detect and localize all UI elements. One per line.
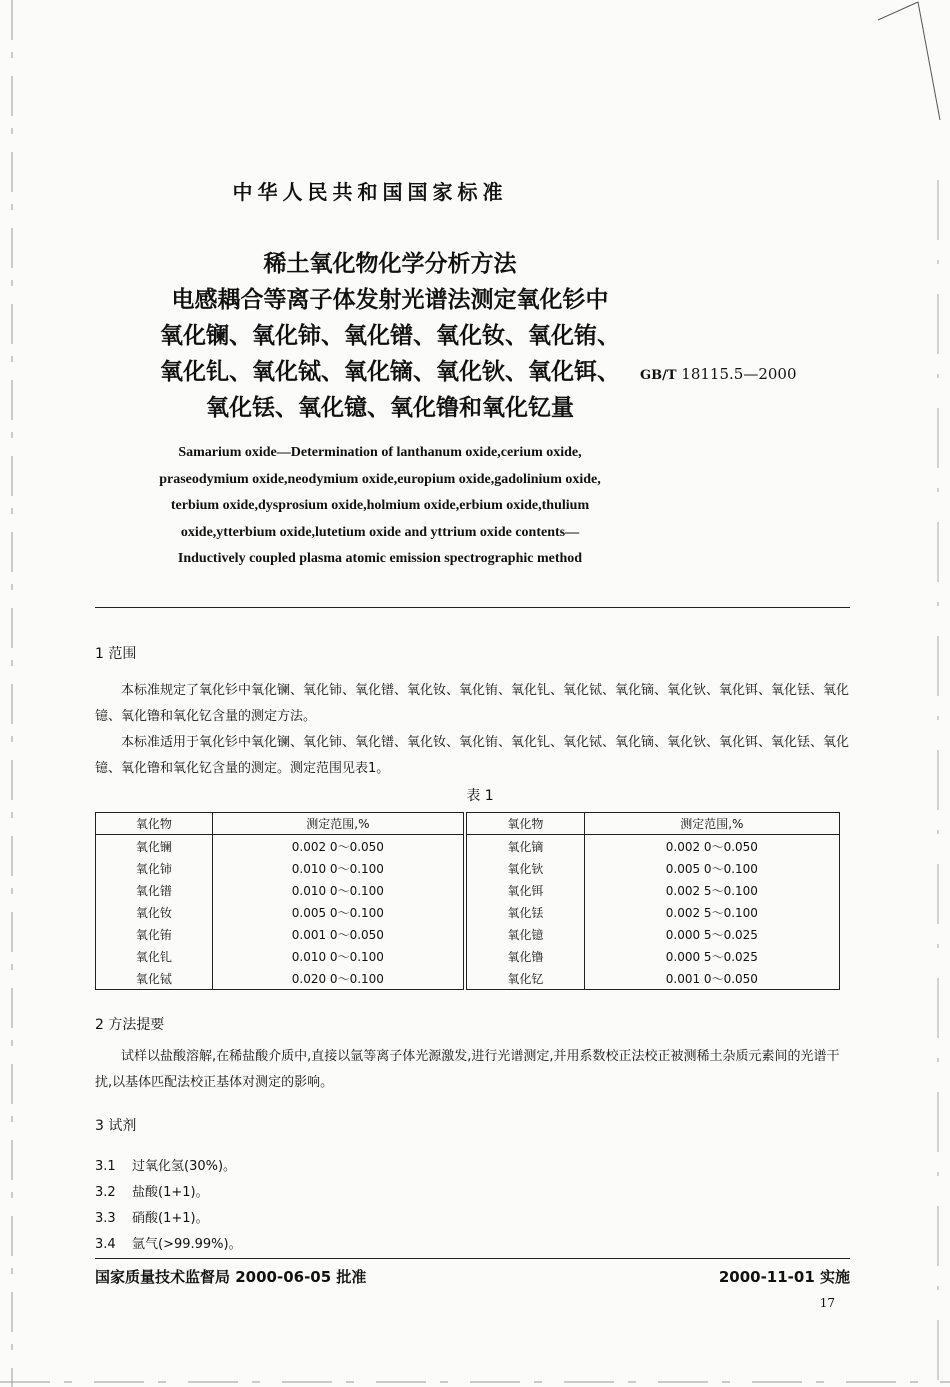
table-row <box>96 945 840 967</box>
table-row <box>96 879 840 901</box>
section-1-paragraph: 本标准适用于氧化钐中氧化镧、氧化铈、氧化镨、氧化钕、氧化铕、氧化钆、氧化铽、氧化镝、氧化钬、氧化铒、氧化铥、氧化镱、氧化镥和氧化钇含量的测定。测定范围见表1。 <box>95 735 850 776</box>
range-cell: 0.000 5～0.025 <box>584 923 839 945</box>
reagent-number: 3.1 <box>95 1159 116 1174</box>
en-title-line: Inductively coupled plasma atomic emission spectrographic method <box>177 551 583 566</box>
en-title-line: Samarium oxide—Determination of lanthanum oxide,cerium oxide, <box>178 445 582 460</box>
range-cell: 0.002 5～0.100 <box>584 879 839 901</box>
section-2-paragraph: 试样以盐酸溶解,在稀盐酸介质中,直接以氩等离子体光源激发,进行光谱测定,并用系数校正法校正被测稀土杂质元素间的光谱干扰,以基体匹配法校正基体对测定的影响。 <box>95 1049 840 1090</box>
footer-divider <box>95 1258 850 1259</box>
header-oxide: 氧化物 <box>465 813 584 835</box>
oxide-cell: 氧化镨 <box>96 879 213 901</box>
oxide-cell: 氧化钕 <box>96 901 213 923</box>
range-cell: 0.001 0～0.050 <box>212 923 465 945</box>
en-title-line: terbium oxide,dysprosium oxide,holmium oxide,erbium oxide,thulium <box>170 498 590 513</box>
section-1-heading: 1 范围 <box>95 646 137 662</box>
range-cell: 0.002 0～0.050 <box>212 835 465 858</box>
chinese-title <box>95 246 685 426</box>
oxide-cell: 氧化钆 <box>96 945 213 967</box>
cn-title-line: 电感耦合等离子体发射光谱法测定氧化钐中 <box>171 287 609 313</box>
section-3-heading: 3 试剂 <box>95 1118 137 1134</box>
reagent-number: 3.3 <box>95 1211 116 1226</box>
oxide-cell: 氧化铽 <box>96 967 213 990</box>
reagent-number: 3.4 <box>95 1237 116 1252</box>
range-cell: 0.010 0～0.100 <box>212 879 465 901</box>
oxide-cell: 氧化镥 <box>465 945 584 967</box>
reagent-item <box>95 1181 209 1200</box>
english-title <box>80 440 680 573</box>
range-cell: 0.010 0～0.100 <box>212 857 465 879</box>
table-row <box>96 923 840 945</box>
range-cell: 0.005 0～0.100 <box>212 901 465 923</box>
table-header-row <box>96 813 840 835</box>
standard-number: 18115.5—2000 <box>681 365 797 383</box>
table-caption: 表 1 <box>466 788 494 804</box>
reagent-item <box>95 1155 236 1174</box>
range-cell: 0.010 0～0.100 <box>212 945 465 967</box>
oxide-cell: 氧化铒 <box>465 879 584 901</box>
oxide-cell: 氧化镱 <box>465 923 584 945</box>
cn-title-line: 氧化钆、氧化铽、氧化镝、氧化钬、氧化铒、 <box>160 359 620 385</box>
oxide-cell: 氧化铈 <box>96 857 213 879</box>
table-row <box>96 857 840 879</box>
reagent-text: 盐酸(1+1)。 <box>132 1185 209 1200</box>
range-cell: 0.005 0～0.100 <box>584 857 839 879</box>
implementation-date: 2000-11-01 实施 <box>718 1268 850 1286</box>
reagent-item <box>95 1207 209 1226</box>
header-range: 测定范围,% <box>584 813 839 835</box>
cn-title-line: 稀土氧化物化学分析方法 <box>263 251 517 277</box>
table-row <box>96 901 840 923</box>
oxide-cell: 氧化钇 <box>465 967 584 990</box>
range-cell: 0.002 0～0.050 <box>584 835 839 858</box>
reagent-text: 过氧化氢(30%)。 <box>132 1159 237 1174</box>
oxide-cell: 氧化镝 <box>465 835 584 858</box>
approval-date: 国家质量技术监督局 2000-06-05 批准 <box>95 1268 367 1286</box>
header-oxide: 氧化物 <box>96 813 213 835</box>
oxide-cell: 氧化镧 <box>96 835 213 858</box>
range-cell: 0.020 0～0.100 <box>212 967 465 990</box>
section-2-heading: 2 方法提要 <box>95 1017 165 1033</box>
header-range: 测定范围,% <box>212 813 465 835</box>
table-row <box>96 967 840 990</box>
range-cell: 0.002 5～0.100 <box>584 901 839 923</box>
standard-prefix: GB/T <box>640 368 677 383</box>
oxide-cell: 氧化铥 <box>465 901 584 923</box>
range-cell: 0.000 5～0.025 <box>584 945 839 967</box>
reagent-item <box>95 1233 242 1252</box>
cn-title-line: 氧化铥、氧化镱、氧化镥和氧化钇量 <box>206 395 574 421</box>
cn-title-line: 氧化镧、氧化铈、氧化镨、氧化钕、氧化铕、 <box>160 323 620 349</box>
header-divider <box>95 607 850 608</box>
page-number: 17 <box>819 1296 835 1310</box>
range-cell: 0.001 0～0.050 <box>584 967 839 990</box>
reagent-text: 氩气(>99.99%)。 <box>132 1237 242 1252</box>
section-1-paragraph: 本标准规定了氧化钐中氧化镧、氧化铈、氧化镨、氧化钕、氧化铕、氧化钆、氧化铽、氧化镝、氧化钬、氧化铒、氧化铥、氧化镱、氧化镥和氧化钇含量的测定方法。 <box>95 683 850 724</box>
national-standard-heading: 中华人民共和国国家标准 <box>232 180 508 204</box>
reagent-text: 硝酸(1+1)。 <box>132 1211 209 1226</box>
standard-code <box>640 365 797 383</box>
range-table <box>95 812 840 990</box>
en-title-line: praseodymium oxide,neodymium oxide,europium oxide,gadolinium oxide, <box>159 471 601 487</box>
table-row <box>96 835 840 858</box>
en-title-line: oxide,ytterbium oxide,lutetium oxide and yttrium oxide contents— <box>180 524 580 540</box>
oxide-cell: 氧化铕 <box>96 923 213 945</box>
reagent-number: 3.2 <box>95 1185 116 1200</box>
oxide-cell: 氧化钬 <box>465 857 584 879</box>
